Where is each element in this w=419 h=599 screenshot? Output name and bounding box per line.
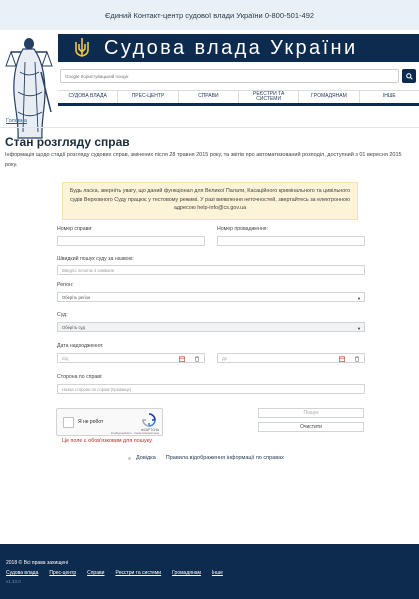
search-input[interactable] — [60, 69, 399, 83]
nav-item-press-center[interactable]: ПРЕС-ЦЕНТР — [118, 91, 178, 103]
required-field-error: Це поле є обов'язковим для пошуку. — [62, 438, 153, 444]
proceeding-number-label: Номер провадження: — [217, 226, 268, 232]
court-value: Оберіть суд — [62, 324, 85, 330]
nav-item-citizens[interactable]: ГРОМАДЯНАМ — [299, 91, 359, 103]
footer-link-judiciary[interactable]: Судова влада — [6, 570, 39, 576]
trident-icon — [72, 37, 92, 59]
recaptcha-widget — [56, 408, 163, 436]
region-value: Оберіть регіон — [62, 294, 91, 300]
breadcrumb-divider — [0, 127, 419, 128]
date-from-placeholder: Від — [62, 355, 69, 361]
footer-link-other[interactable]: Інше — [211, 570, 223, 576]
recaptcha-icon — [142, 413, 156, 427]
chevron-down-icon: ▼ — [357, 296, 361, 301]
date-label: Дата надходження: — [57, 343, 104, 349]
breadcrumb-home[interactable]: Головна — [6, 118, 27, 124]
calendar-icon[interactable] — [338, 355, 346, 362]
footer-link-cases[interactable]: Справи — [87, 570, 105, 576]
court-select[interactable] — [57, 322, 365, 332]
site-title[interactable]: Судова влада України — [104, 36, 358, 59]
main-nav — [58, 90, 419, 106]
app-version: v1.33.0 — [6, 579, 21, 584]
captcha-links[interactable]: Конфіденційність · Умови використання — [111, 432, 159, 435]
display-rules-link[interactable]: Правила відображення інформації по справах — [165, 455, 284, 461]
contact-center-bar — [0, 0, 419, 30]
proceeding-number-input[interactable] — [217, 236, 365, 246]
captcha-label: Я не робот — [78, 419, 104, 425]
bullet-icon — [128, 457, 131, 460]
page-title: Стан розгляду справ — [5, 135, 130, 149]
search-row — [58, 68, 419, 85]
search-submit-button[interactable]: Пошук — [258, 408, 364, 418]
nav-item-judiciary[interactable]: СУДОВА ВЛАДА — [58, 91, 118, 103]
test-mode-notice: Будь ласка, зверніть увагу, що даний функціонал для Великої Палати, Касаційного кримінального та цивільного судів Верховного Суду працює у тестовому режимі. У разі виявлення неточностей, звертайтесь за електронною адресою help-info@cs.gov.ua — [62, 182, 358, 220]
captcha-checkbox[interactable] — [63, 417, 74, 428]
chevron-down-icon: ▼ — [357, 326, 361, 331]
date-to-placeholder: До — [222, 355, 228, 361]
site-banner[interactable] — [58, 34, 419, 62]
party-placeholder: Назва сторони по справі (прізвище) — [62, 386, 132, 392]
quick-court-label: Швидкий пошук суду за назвою: — [57, 256, 134, 262]
footer-link-press-center[interactable]: Прес-центр — [49, 570, 77, 576]
trash-icon[interactable] — [193, 355, 201, 362]
calendar-icon[interactable] — [178, 355, 186, 362]
search-icon — [406, 73, 413, 80]
contact-center-text: Єдиний Контакт-центр судової влади України 0-800-501-492 — [104, 10, 315, 20]
site-header — [0, 30, 419, 118]
date-to-input[interactable] — [217, 353, 365, 363]
copyright: 2018 © Всі права захищені — [6, 560, 69, 566]
region-label: Регіон: — [57, 282, 74, 288]
quick-court-input[interactable] — [57, 265, 365, 275]
help-links — [128, 455, 284, 461]
footer-link-citizens[interactable]: Громадянам — [172, 570, 201, 576]
page-intro: Інформація щодо стадії розгляду судових справ, змінених після 28 травня 2015 року, та звітів про автоматизований розподіл, доступний з 01 вересня 2015 року. — [5, 152, 402, 168]
region-select[interactable] — [57, 292, 365, 302]
search-button[interactable] — [402, 69, 416, 83]
case-number-input[interactable] — [57, 236, 205, 246]
nav-item-registries[interactable]: РЕЄСТРИ ТА СИСТЕМИ — [239, 91, 299, 103]
trash-icon[interactable] — [353, 355, 361, 362]
footer-link-registries[interactable]: Реєстри та системи — [115, 570, 162, 576]
nav-item-other[interactable]: ІНШЕ — [382, 93, 396, 100]
footer-links — [6, 570, 234, 576]
help-link[interactable]: Довідка — [136, 455, 156, 461]
quick-court-placeholder: Введіть початок 3 символи — [62, 267, 114, 273]
party-input[interactable] — [57, 384, 365, 394]
captcha-brand: reCAPTCHA — [140, 428, 159, 432]
court-label: Суд: — [57, 312, 68, 318]
case-number-label: Номер справи: — [57, 226, 93, 232]
nav-item-cases[interactable]: СПРАВИ — [179, 91, 239, 103]
party-label: Сторона по справі: — [57, 374, 103, 380]
clear-button[interactable]: Очистити — [258, 422, 364, 432]
site-footer — [0, 544, 419, 599]
date-from-input[interactable] — [57, 353, 205, 363]
